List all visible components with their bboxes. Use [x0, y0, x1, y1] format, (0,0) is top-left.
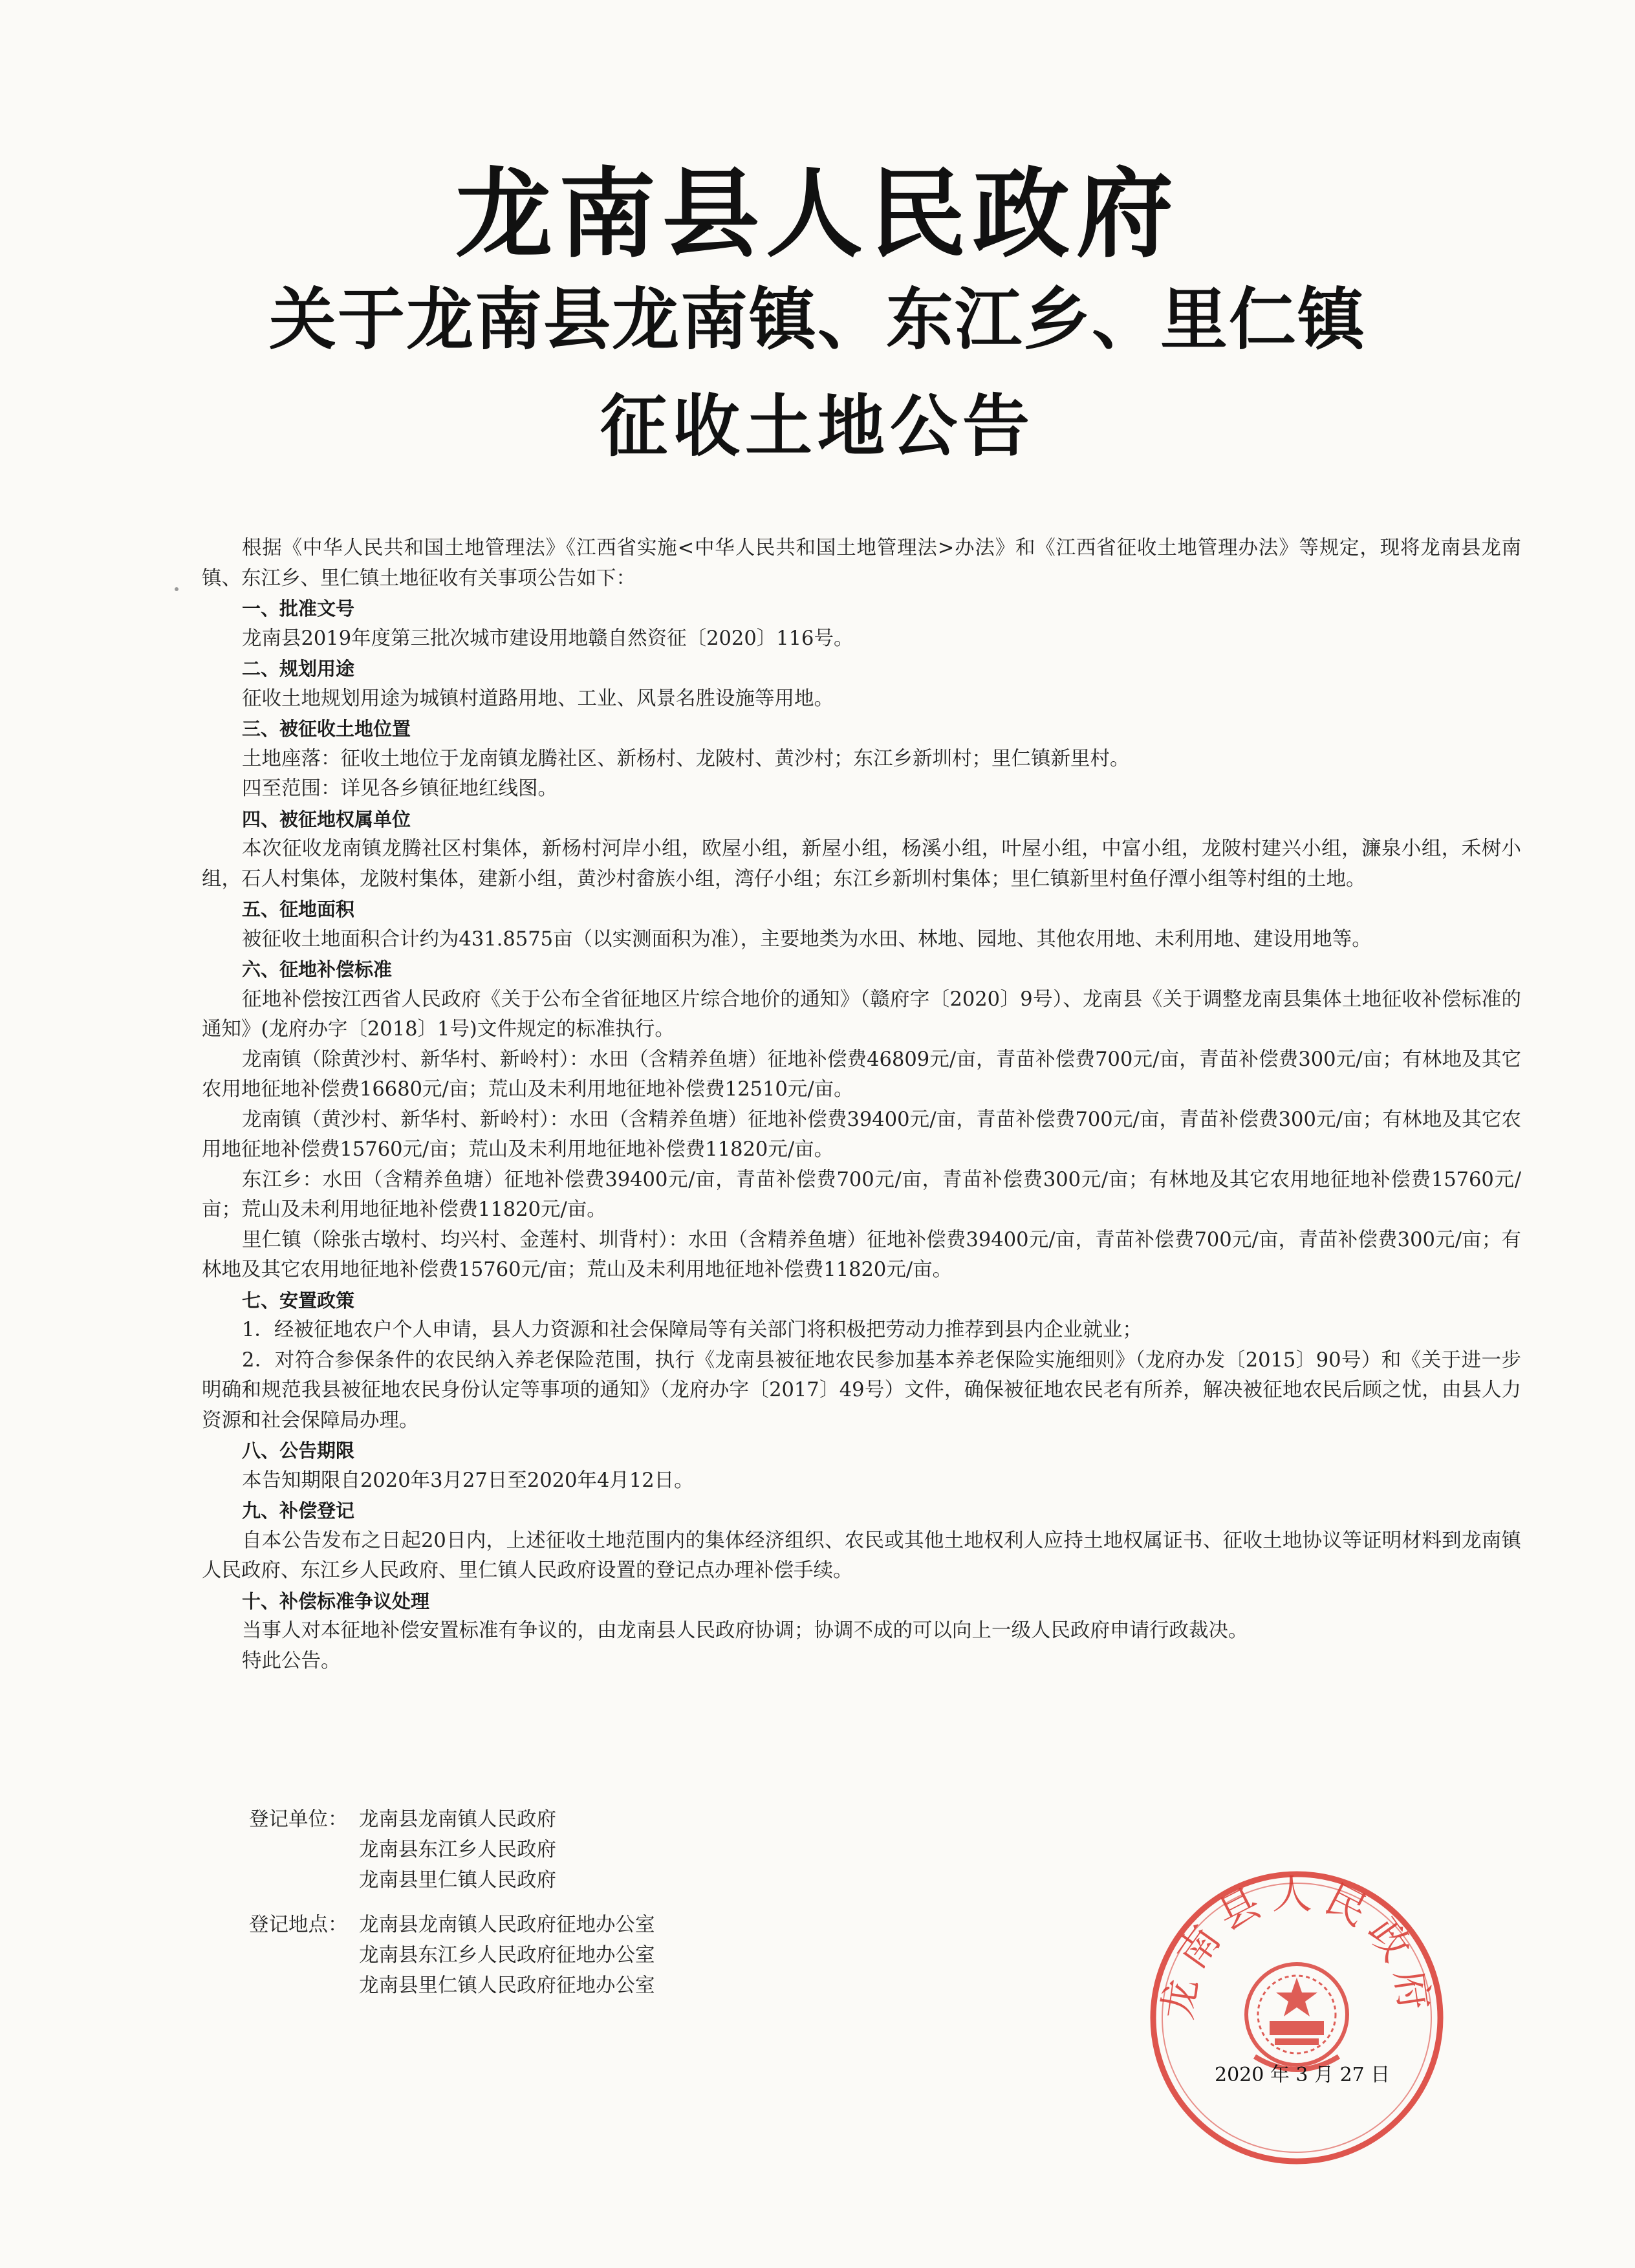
registration-unit-2: 龙南县东江乡人民政府: [359, 1839, 556, 1861]
section-6-para-5: 里仁镇（除张古墩村、均兴村、金莲村、圳背村）：水田（含精养鱼塘）征地补偿费39400元/亩，青苗补偿费700元/亩，青苗补偿费300元/亩；有林地及其它农用地征地补偿费15760元/亩；荒山及未利用地征地补偿费11820元/亩。: [202, 1228, 1521, 1281]
section-6-para-3: 龙南镇（黄沙村、新华村、新岭村）：水田（含精养鱼塘）征地补偿费39400元/亩，青苗补偿费700元/亩，青苗补偿费300元/亩；有林地及其它农用地征地补偿费15760元/亩；荒山及未利用地征地补偿费11820元/亩。: [202, 1108, 1521, 1161]
section-6-para-1: 征地补偿按江西省人民政府《关于公布全省征地区片综合地价的通知》（赣府字〔2020〕9号）、龙南县《关于调整龙南县集体土地征收补偿标准的通知》(龙府办字〔2018〕1号)文件规定的标准执行。: [202, 988, 1521, 1041]
section-1-para: 龙南县2019年度第三批次城市建设用地赣自然资征〔2020〕116号。: [242, 627, 854, 650]
document-title-line2: 关于龙南县龙南镇、东江乡、里仁镇: [268, 280, 1366, 359]
registration-place-3: 龙南县里仁镇人民政府征地办公室: [359, 1974, 655, 1997]
section-5-para: 被征收土地面积合计约为431.8575亩（以实测面积为准），主要地类为水田、林地、园地、其他农用地、未利用地、建设用地等。: [242, 927, 1372, 951]
section-7-para-1: 1．经被征地农户个人申请，县人力资源和社会保障局等有关部门将积极把劳动力推荐到县内企业就业；: [242, 1319, 1142, 1341]
intro-paragraph: 根据《中华人民共和国土地管理法》《江西省实施<中华人民共和国土地管理法>办法》和《江西省征收土地管理办法》等规定，现将龙南县龙南镇、东江乡、里仁镇土地征收有关事项公告如下：: [202, 537, 1521, 590]
section-heading-3: 三、被征收土地位置: [242, 718, 411, 740]
section-heading-9: 九、补偿登记: [242, 1500, 355, 1522]
document-title-line1: 龙南县人民政府: [455, 158, 1180, 271]
registration-units: [249, 1804, 655, 1895]
registration-unit-3: 龙南县里仁镇人民政府: [359, 1869, 556, 1892]
section-heading-5: 五、征地面积: [242, 898, 355, 920]
section-7-para-2: 2．对符合参保条件的农民纳入养老保险范围，执行《龙南县被征地农民参加基本养老保险实施细则》（龙府办发〔2015〕90号）和《关于进一步明确和规范我县被征地农民身份认定等事项的通知》（龙府办字〔2017〕49号）文件，确保被征地农民老有所养，解决被征地农民后顾之忧，由县人力资源和社会保障局办理。: [202, 1348, 1521, 1432]
paper-mark: [175, 587, 179, 591]
registration-unit-1: 龙南县龙南镇人民政府: [359, 1808, 556, 1831]
registration-unit-label: 登记单位：: [249, 1808, 348, 1831]
section-heading-7: 七、安置政策: [242, 1289, 355, 1312]
registration-place-1: 龙南县龙南镇人民政府征地办公室: [359, 1914, 655, 1936]
registration-place-2: 龙南县东江乡人民政府征地办公室: [359, 1944, 655, 1967]
section-heading-1: 一、批准文号: [242, 598, 355, 620]
section-4-para: 本次征收龙南镇龙腾社区村集体，新杨村河岸小组，欧屋小组，新屋小组，杨溪小组，叶屋小组，中富小组，龙陂村建兴小组，濂泉小组，禾树小组，石人村集体，龙陂村集体，建新小组，黄沙村畲族小组，湾仔小组；东江乡新圳村集体；里仁镇新里村鱼仔潭小组等村组的土地。: [202, 837, 1521, 891]
section-6-para-2: 龙南镇（除黄沙村、新华村、新岭村）：水田（含精养鱼塘）征地补偿费46809元/亩，青苗补偿费700元/亩，青苗补偿费300元/亩；有林地及其它农用地征地补偿费16680元/亩；荒山及未利用地征地补偿费12510元/亩。: [202, 1048, 1521, 1101]
section-heading-10: 十、补偿标准争议处理: [242, 1590, 430, 1612]
section-heading-8: 八、公告期限: [242, 1440, 355, 1462]
section-3-para-1: 土地座落：征收土地位于龙南镇龙腾社区、新杨村、龙陂村、黄沙村；东江乡新圳村；里仁镇新里村。: [242, 747, 1130, 770]
section-6-para-4: 东江乡：水田（含精养鱼塘）征地补偿费39400元/亩，青苗补偿费700元/亩，青苗补偿费300元/亩；有林地及其它农用地征地补偿费15760元/亩；荒山及未利用地征地补偿费11820元/亩。: [202, 1168, 1521, 1221]
national-emblem-icon: [1246, 1964, 1347, 2069]
section-heading-2: 二、规划用途: [242, 658, 355, 680]
document-body: [202, 534, 1521, 1676]
section-10-para-1: 当事人对本征地补偿安置标准有争议的，由龙南县人民政府协调；协调不成的可以向上一级人民政府申请行政裁决。: [242, 1619, 1248, 1642]
document-date: 2020 年 3 月 27 日: [1215, 2064, 1391, 2086]
document-title-line3: 征收土地公告: [600, 387, 1035, 466]
section-heading-6: 六、征地补偿标准: [242, 958, 393, 980]
section-10-para-2: 特此公告。: [242, 1649, 341, 1672]
registration-places: [249, 1910, 655, 2001]
section-3-para-2: 四至范围：详见各乡镇征地红线图。: [242, 777, 558, 800]
registration-place-label: 登记地点：: [249, 1914, 348, 1936]
seal-text: 龙南县人民政府: [1153, 1870, 1440, 2023]
section-9-para: 自本公告发布之日起20日内，上述征收土地范围内的集体经济组织、农民或其他土地权利人应持土地权属证书、征收土地协议等证明材料到龙南镇人民政府、东江乡人民政府、里仁镇人民政府设置的登记点办理补偿手续。: [202, 1529, 1521, 1582]
registration-info: [249, 1804, 655, 2001]
official-seal: [1142, 1863, 1452, 2173]
section-2-para: 征收土地规划用途为城镇村道路用地、工业、风景名胜设施等用地。: [242, 687, 834, 710]
section-8-para: 本告知期限自2020年3月27日至2020年4月12日。: [242, 1469, 694, 1492]
section-heading-4: 四、被征地权属单位: [242, 808, 411, 830]
